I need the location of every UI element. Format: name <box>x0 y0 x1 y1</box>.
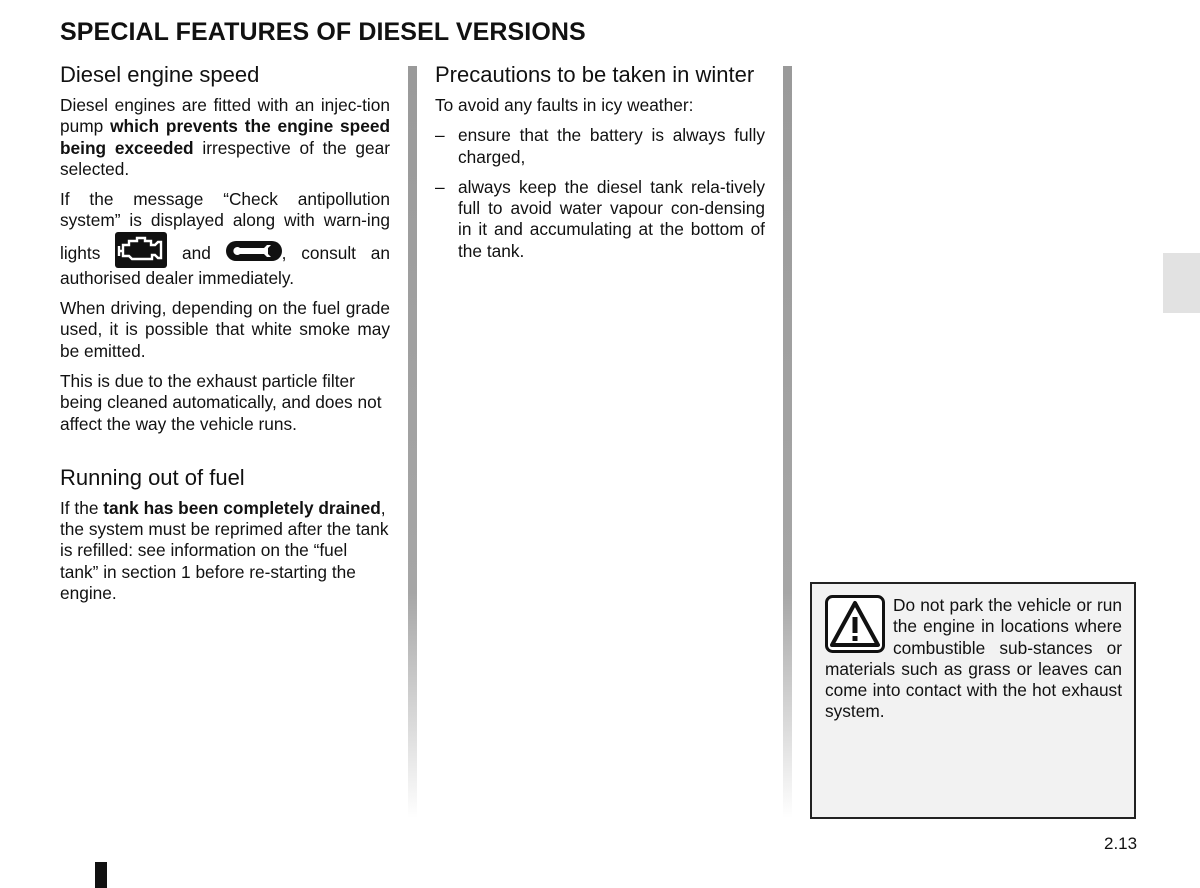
text-span: Diesel engines are fitted with an injec-tion pump <box>60 95 390 137</box>
column-middle <box>435 62 765 271</box>
text-span: irrespective of the gear selected. <box>60 137 390 179</box>
warning-triangle-icon <box>825 595 885 653</box>
wrench-service-light-icon <box>226 241 282 261</box>
list-item <box>435 177 765 262</box>
paragraph-white-smoke: When driving, depending on the fuel grade used, it is possible that white smoke may be emitted. <box>60 298 390 361</box>
text-span: , the system must be reprimed after the tank is refilled: see information on the “fuel tank” in section 1 before re-starting the engine. <box>60 497 389 604</box>
section-heading-running-out-of-fuel: Running out of fuel <box>60 464 245 490</box>
page-number: 2.13 <box>1104 834 1138 853</box>
engine-warning-light-icon <box>115 232 167 268</box>
column-divider <box>783 66 792 818</box>
bullet-dash: – <box>435 125 445 146</box>
corner-mark <box>95 862 107 888</box>
precautions-list <box>435 125 765 262</box>
paragraph-particle-filter: This is due to the exhaust particle filter being cleaned automatically, and does not affect the way the vehicle runs. <box>60 370 382 434</box>
column-left <box>60 62 390 613</box>
list-item <box>435 125 765 168</box>
paragraph-check-antipollution <box>60 189 390 289</box>
warning-box <box>810 582 1136 819</box>
text-span: If the <box>60 497 104 518</box>
section-tab-marker <box>1163 253 1200 313</box>
text-span: If the message “Check antipollution system” is displayed along with warn-ing lights <box>60 189 390 263</box>
paragraph-icy-weather-intro: To avoid any faults in icy weather: <box>435 95 694 115</box>
section-heading-winter-precautions: Precautions to be taken in winter <box>435 62 755 87</box>
paragraph-tank-drained <box>60 498 390 604</box>
text-span: and <box>181 242 211 263</box>
column-divider <box>408 66 417 818</box>
section-heading-engine-speed: Diesel engine speed <box>60 62 260 87</box>
paragraph-engine-speed <box>60 95 390 180</box>
page-title: SPECIAL FEATURES OF DIESEL VERSIONS <box>60 18 586 46</box>
list-item-text: always keep the diesel tank rela-tively full to avoid water vapour con-densing in it and accumulating at the bottom of the tank. <box>458 176 765 261</box>
warning-text: Do not park the vehicle or run the engine in locations where combustible sub-stances or materials such as grass or leaves can come into contact with the hot exhaust system. <box>825 595 1122 722</box>
bullet-dash: – <box>435 176 445 197</box>
text-bold: which prevents the engine speed being exceeded <box>60 116 390 158</box>
text-bold: tank has been completely drained <box>103 497 381 518</box>
list-item-text: ensure that the battery is always fully charged, <box>458 125 765 167</box>
text-span: , consult an authorised dealer immediately. <box>60 242 390 288</box>
